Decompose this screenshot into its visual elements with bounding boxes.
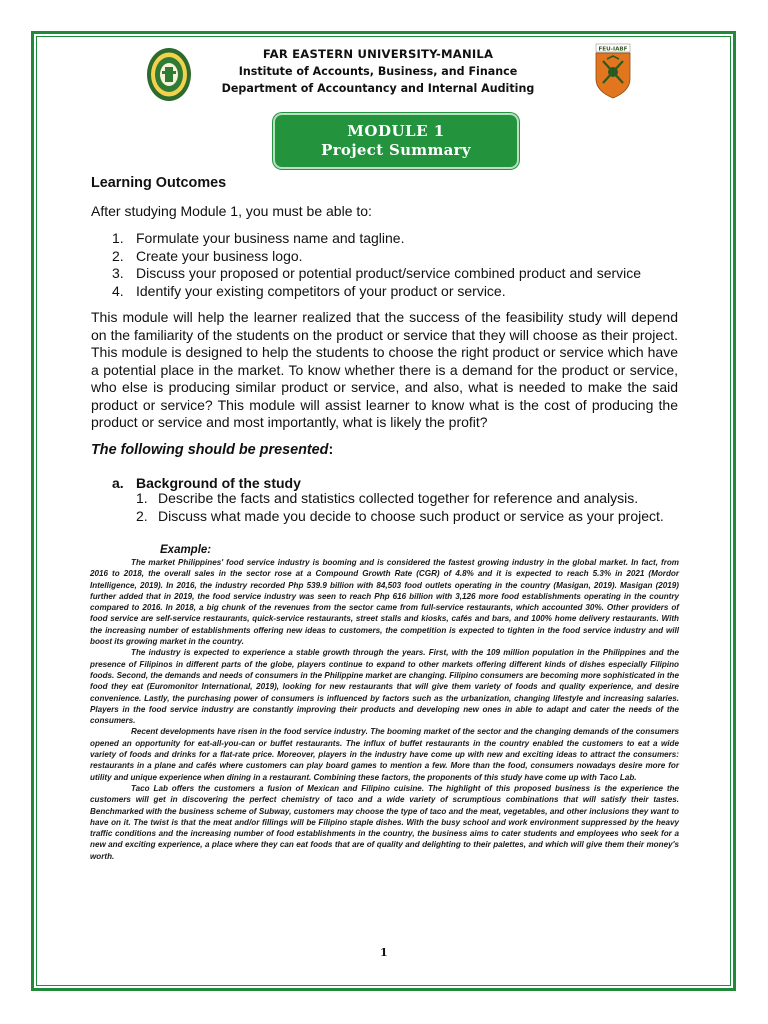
list-number: 1. bbox=[112, 230, 124, 246]
list-item bbox=[112, 230, 672, 248]
example-paragraph: The industry is expected to experience a stable growth through the years. First, with the 109 million population in the Philippines and the presence of Filipinos in different parts of the globe, players continue to expand to other markets offering different kinds of dishes especially Filipino foods. Second, the demands and needs of consumers in the Philippine market are changing. Filipino consumers are becoming more sophisticated in the food they eat (Euromonitor International, 2019), looking for new restaurants that will give them variety of foods and quality experience, and desire convenience. Lastly, the purchasing power of consumers is influenced by factors such as the urbanization, changing lifestyle and increasing salaries. Players in the food service industry are constantly improving their products and developing new ones in able to adapt and cater the needs of the consumers. bbox=[90, 648, 679, 726]
module-title: Project Summary bbox=[321, 141, 471, 159]
document-header bbox=[192, 45, 564, 98]
page-number: 1 bbox=[380, 946, 388, 959]
example-label: Example: bbox=[160, 544, 212, 556]
list-text: Discuss your proposed or potential product/service combined product and service bbox=[136, 265, 642, 281]
department-name: Department of Accountancy and Internal Auditing bbox=[221, 82, 535, 95]
presented-heading bbox=[91, 442, 333, 460]
feu-seal-logo bbox=[146, 47, 192, 102]
university-name: FAR EASTERN UNIVERSITY-MANILA bbox=[262, 47, 494, 61]
list-text: Create your business logo. bbox=[136, 247, 303, 264]
learning-outcomes-list bbox=[112, 230, 672, 300]
example-paragraph: The market Philippines' food service industry is booming and is considered the fastest growing industry in the global market. In fact, from 2016 to 2018, the overall sales in the sector rose at a Compound Growth Rate (CGR) of 4.8% and it is expected to reach 5.3% in 2021 (Mordor Intelligence, 2019). In 2016, the industry recorded Php 539.9 billion with 84,503 food outlets operating in the country (Masigan, 2019). Masigan (2019) further added that in 2019, the food service industry was seen to reach Php 616 billion with 3,126 more food establishments operating in the country compared to 2016. In 2018, a big chunk of the revenues from the sector came from full-service restaurants, which accounted 30%. Other providers of food service are self-service restaurants, quick-service restaurants, street stalls and kiosks, cafés and bars, and 100% home delivery restaurants. With the increasing number of establishments offering new ideas to customers, the competition is expected to tighten in the food service industry and will boost its growing market in the country. bbox=[90, 558, 679, 647]
feu-iabf-shield-logo bbox=[595, 43, 631, 99]
presented-label: The following should be presented bbox=[91, 442, 329, 458]
list-number: 3. bbox=[112, 265, 124, 281]
module-title-banner bbox=[273, 113, 519, 169]
list-text: Identify your existing competitors of your product or service. bbox=[136, 282, 506, 299]
example-paragraph: Recent developments have risen in the food service industry. The booming market of the sector and the changing demands of the consumers opened an opportunity for eat-all-you-can or buffet restaurants. The influx of buffet restaurants in the country enabled the customers to eat a wide variety of foods and drinks for a flat-rate price. Moreover, players in the industry have come up with new and exciting ideas to attract the consumers: restaurants in a plane and cafés where customers can play board games to mention a few. More than the food, consumers nowadays desire more for utility and unique experience when dining in a restaurant. Combining these factors, the proponents of this study have come up with Taco Lab. bbox=[90, 727, 679, 782]
background-list bbox=[136, 490, 696, 525]
list-item bbox=[112, 265, 672, 283]
list-item bbox=[112, 283, 672, 301]
shield-label: FEU-IABF bbox=[598, 46, 628, 53]
list-text: Describe the facts and statistics collected together for reference and analysis. bbox=[158, 490, 639, 506]
list-item bbox=[136, 508, 696, 526]
example-paragraph: Taco Lab offers the customers a fusion of Mexican and Filipino cuisine. The highlight of this proposed business is the experience the customers will get in discovering the perfect chemistry of taco and a wide variety of scrumptious combinations that will satisfy their tastes. Benchmarked with the business scheme of Subway, customers may choose the type of taco and the meat, vegetables, and other inclusions they want to have on it. The twist is that the meat and/or fillings will be Filipino staple dishes. With the busy school and work environment suppressed by the heavy traffic conditions and the increasing number of food establishments in the country, the business aims to cater students and employees who seek for a new and exciting experience, a place where they can eat foods that are of quality and delighting to their palettes, and which will give them their money's worth. bbox=[90, 783, 679, 861]
module-number: MODULE 1 bbox=[347, 122, 445, 140]
background-letter: a. bbox=[112, 475, 124, 491]
list-number: 2. bbox=[112, 247, 124, 264]
list-number: 2. bbox=[136, 507, 148, 524]
learning-outcomes-heading: Learning Outcomes bbox=[91, 175, 227, 191]
module-description: This module will help the learner realized that the success of the feasibility study will depend on the familiarity of the students on the product or service that they will choose as their project. This module is designed to help the students to choose the right product or service which have a potential place in the market. To know whether there is a demand for the product or service, who else is producing similar product or service, and also, what is needed to make the said product or service? This module will assist learner to know what is the cost of producing the product or service and most importantly, what is likely the profit? bbox=[91, 309, 678, 430]
list-number: 4. bbox=[112, 282, 124, 299]
list-text: Formulate your business name and tagline. bbox=[136, 230, 405, 246]
background-title: Background of the study bbox=[136, 475, 301, 491]
list-item bbox=[112, 248, 672, 266]
list-number: 1. bbox=[136, 490, 148, 506]
learning-outcomes-intro: After studying Module 1, you must be able to: bbox=[91, 203, 372, 219]
example-text bbox=[90, 557, 679, 862]
list-text: Discuss what made you decide to choose such product or service as your project. bbox=[158, 507, 664, 524]
presented-colon: : bbox=[328, 442, 334, 458]
list-item bbox=[136, 490, 696, 508]
institute-name: Institute of Accounts, Business, and Finance bbox=[238, 65, 518, 78]
